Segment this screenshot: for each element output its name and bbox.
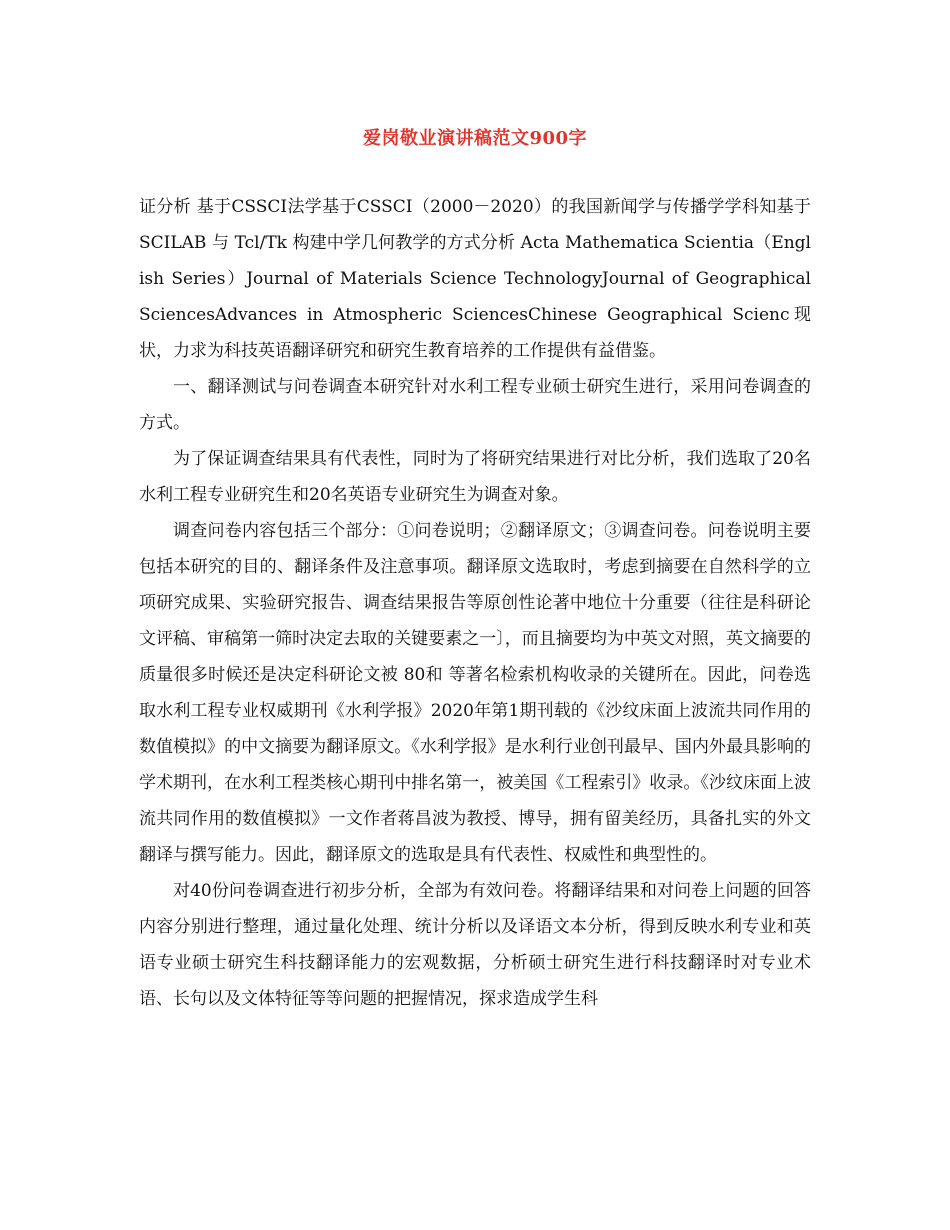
- paragraph-analysis: 对40份问卷调查进行初步分析，全部为有效问卷。将翻译结果和对问卷上问题的回答内容分别进行整理，通过量化处理、统计分析以及译语文本分析，得到反映水利专业和英语专业硕士研究生科技翻译能力的宏观数据，分析硕士研究生进行科技翻译时对专业术语、长句以及文体特征等等问题的把握情况，探求造成学生科: [139, 881, 811, 1009]
- paragraph-questionnaire: 调查问卷内容包括三个部分：①问卷说明；②翻译原文；③调查问卷。问卷说明主要包括本研究的目的、翻译条件及注意事项。翻译原文选取时，考虑到摘要在自然科学的立项研究成果、实验研究报告、调查结果报告等原创性论著中地位十分重要（往往是科研论文评稿、审稿第一筛时决定去取的关键要素之一〕，而且摘要均为中英文对照，英文摘要的质量很多时候还是决定科研论文被 80和 等著名检索机构收录的关键所在。因此，问卷选取水利工程专业权威期刊《水利学报》2020年第1期刊载的《沙纹床面上波流共同作用的数值模拟》的中文摘要为翻译原文。《水利学报》是水利行业创刊最早、国内外最具影响的学术期刊，在水利工程类核心期刊中排名第一，被美国《工程索引》收录。《沙纹床面上波流共同作用的数值模拟》一文作者蒋昌波为教授、博导，拥有留美经历，具备扎实的外文翻译与撰写能力。因此，翻译原文的选取是具有代表性、权威性和典型性的。: [139, 521, 811, 865]
- document-body: [139, 189, 811, 1017]
- paragraph-intro: 证分析 基于CSSCI法学基于CSSCI（2000－2020）的我国新闻学与传播学学科知基于 SCILAB 与 Tcl/Tk 构建中学几何教学的方式分析 Acta Mathematica Scientia（English Series）Journal of Materials Science TechnologyJournal of Geographical SciencesAdvances in Atmospheric SciencesChinese Geographical Scienc现状，力求为科技英语翻译研究和研究生教育培养的工作提供有益借鉴。: [139, 197, 811, 361]
- paragraph-subjects: 为了保证调查结果具有代表性，同时为了将研究结果进行对比分析，我们选取了20名水利工程专业研究生和20名英语专业研究生为调查对象。: [139, 449, 811, 505]
- document-title: 爱岗敬业演讲稿范文900字: [362, 128, 588, 149]
- paragraph-section-one: 一、翻译测试与问卷调查本研究针对水利工程专业硕士研究生进行，采用问卷调查的方式。: [139, 377, 811, 433]
